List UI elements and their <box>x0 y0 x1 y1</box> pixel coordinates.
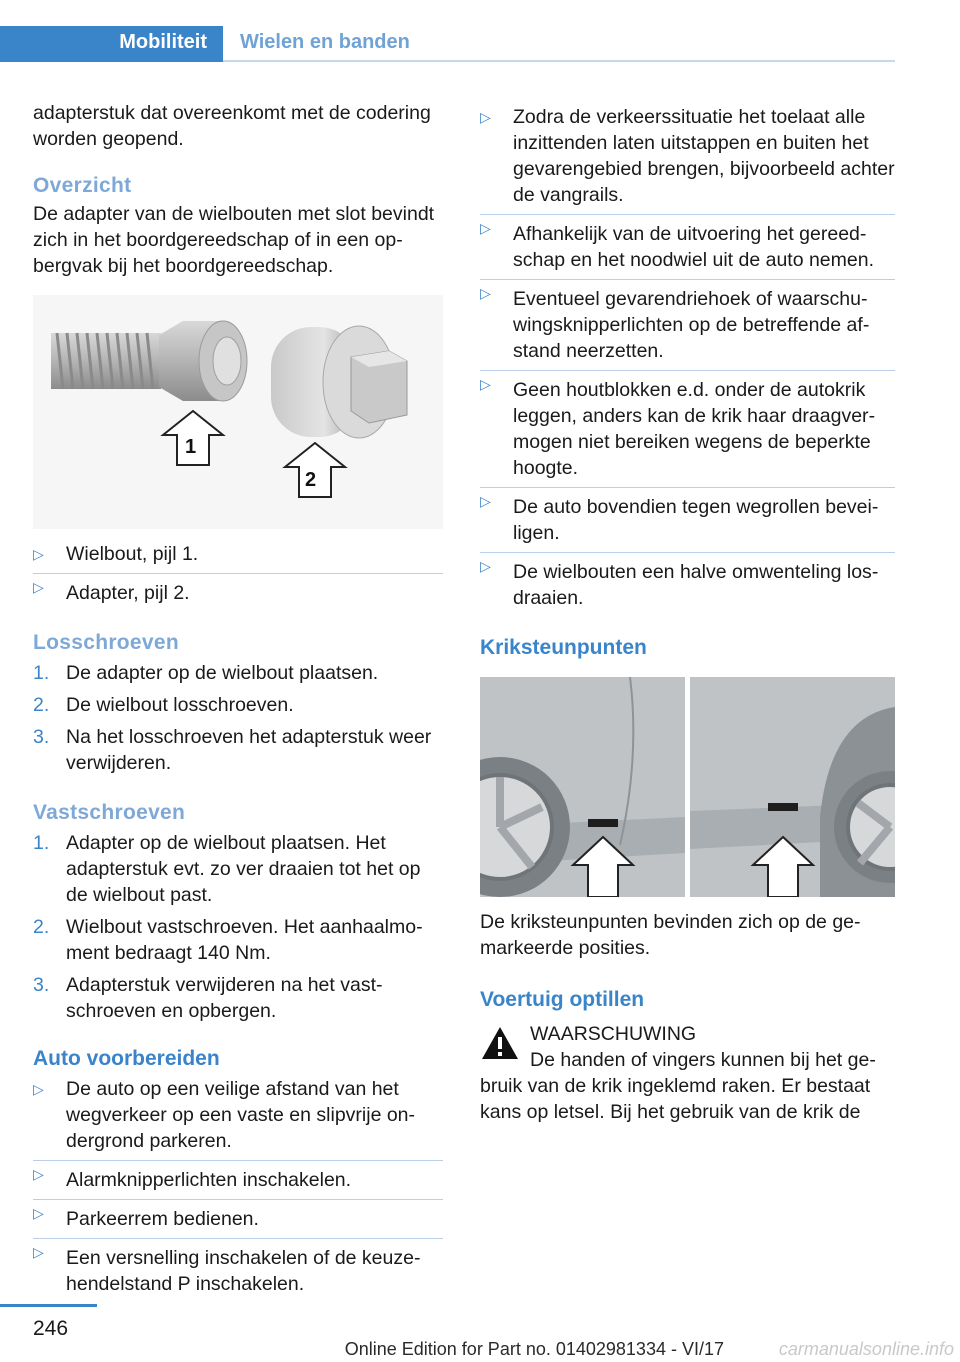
step-item <box>33 692 443 724</box>
step-text: Na het losschroeven het adapterstuk weer verwijderen. <box>66 726 432 774</box>
auto-voorbereiden-list <box>33 1076 443 1297</box>
jacking-points-drawing <box>480 677 895 897</box>
tab-mobiliteit[interactable]: Mobiliteit <box>0 26 223 62</box>
step-number: 3. <box>33 974 50 996</box>
callout-2: 2 <box>305 469 317 491</box>
step-number: 2. <box>33 694 50 716</box>
kriksteunpunten-text: De kriksteunpunten bevinden zich op de gemarkeerde posities. <box>480 911 861 959</box>
step-text: Adapter op de wielbout plaatsen. Het adapterstuk evt. zo ver draaien tot het op de wielbout past. <box>66 832 421 906</box>
bolt-adapter-drawing <box>33 295 443 529</box>
heading-kriksteunpunten: Kriksteunpunten <box>480 636 647 659</box>
heading-auto-voorbereiden: Auto voorbereiden <box>33 1047 220 1070</box>
step-text: Wielbout vastschroeven. Het aanhaalmoment bedraagt 140 Nm. <box>66 916 423 964</box>
step-item <box>33 972 443 1024</box>
step-item <box>33 830 443 914</box>
callout-1: 1 <box>185 436 197 458</box>
step-text: Adapterstuk verwijderen na het vastschroeven en opbergen. <box>66 974 383 1022</box>
heading-vastschroeven: Vastschroeven <box>33 801 186 824</box>
right-column <box>480 104 895 1125</box>
footer-rule <box>0 1304 97 1307</box>
step-number: 1. <box>33 832 50 854</box>
page-number: 246 <box>33 1317 69 1340</box>
list-item: ▷ Zodra de verkeerssituatie het toelaat alle inzittenden laten uitstappen en buiten het gevarengebied brengen, bijvoorbeeld achter de vangrails. <box>480 104 895 214</box>
vastschroeven-steps <box>33 830 443 1024</box>
list-item: ▷ Alarmknipperlichten inschakelen. <box>33 1160 443 1199</box>
step-number: 3. <box>33 726 50 748</box>
list-item: ▷ Geen houtblokken e.d. onder de autokrik leggen, anders kan de krik haar draagvermogen niet bereiken wegens de beperkte hoogte. <box>480 370 895 487</box>
list-item: ▷ Adapter, pijl 2. <box>33 573 443 606</box>
step-item <box>33 724 443 776</box>
wheel-bolt-adapter-illustration <box>33 295 443 529</box>
tab-wielen-en-banden[interactable]: Wielen en banden <box>240 31 410 53</box>
list-item: ▷ De auto op een veilige afstand van het wegverkeer op een vaste en slipvrije ondergrond parkeren. <box>33 1076 443 1160</box>
intro-text: adapterstuk dat overeenkomt met de codering worden geopend. <box>33 102 431 150</box>
overzicht-list <box>33 541 443 606</box>
heading-voertuig-optillen: Voertuig optillen <box>480 988 645 1011</box>
list-item: ▷ De auto bovendien tegen wegrollen beveiligen. <box>480 487 895 552</box>
list-item: ▷ Parkeerrem bedienen. <box>33 1199 443 1238</box>
preparation-list-continued <box>480 104 895 611</box>
warning-triangle-icon <box>480 1025 520 1061</box>
jacking-points-illustration <box>480 677 895 897</box>
overzicht-text: De adapter van de wielbouten met slot bevindt zich in het boordgereedschap of in een opbergvak bij het boordgereedschap. <box>33 203 435 277</box>
watermark: carmanualsonline.info <box>778 1339 954 1359</box>
list-item: ▷ Wielbout, pijl 1. <box>33 541 443 573</box>
step-text: De wielbout losschroeven. <box>66 694 294 716</box>
warning-title: WAARSCHUWING <box>530 1023 697 1045</box>
section-tabs <box>0 0 895 62</box>
warning-block <box>480 1021 895 1125</box>
heading-losschroeven: Losschroeven <box>33 631 179 654</box>
list-item: ▷ Eventueel gevarendriehoek of waarschuwingsknipperlichten op de betreffende afstand neerzetten. <box>480 279 895 370</box>
step-number: 1. <box>33 662 50 684</box>
warning-text: De handen of vingers kunnen bij het gebruik van de krik ingeklemd raken. Er bestaat kans op letsel. Bij het gebruik van de krik de <box>480 1049 876 1123</box>
list-item: ▷ Afhankelijk van de uitvoering het gereedschap en het noodwiel uit de auto nemen. <box>480 214 895 279</box>
list-item: ▷ Een versnelling inschakelen of de keuzehendelstand P inschakelen. <box>33 1238 443 1297</box>
left-column <box>33 100 443 1297</box>
losschroeven-steps <box>33 660 443 776</box>
step-number: 2. <box>33 916 50 938</box>
step-text: De adapter op de wielbout plaatsen. <box>66 662 379 684</box>
step-item <box>33 660 443 692</box>
heading-overzicht: Overzicht <box>33 174 132 197</box>
list-item: ▷ De wielbouten een halve omwenteling losdraaien. <box>480 552 895 611</box>
step-item <box>33 914 443 972</box>
edition-info: Online Edition for Part no. 01402981334 - VI/17 <box>344 1339 724 1359</box>
